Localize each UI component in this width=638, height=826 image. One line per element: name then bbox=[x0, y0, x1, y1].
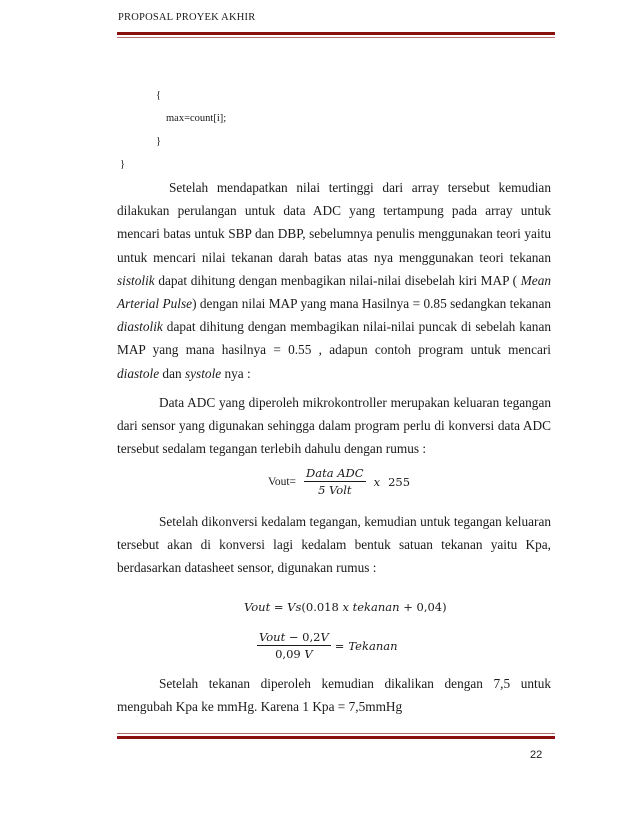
footer-rule-thin bbox=[117, 733, 555, 734]
header-rule bbox=[117, 32, 555, 35]
body-paragraph: Setelah mendapatkan nilai tertinggi dari array tersebut kemudian dilakukan perulangan untuk data ADC yang tertampung pada array untuk mencari batas untuk SBP dan DBP, sebelumnya penulis menggunakan teori yaitu untuk mencari nilai tekanan darah batas atas nya menggunakan teori tekanan sistolik dapat dihitung dengan menbagikan nilai-nilai disebelah kiri MAP ( Mean Arterial Pulse) dengan nilai MAP yang mana Hasilnya = 0.85 sedangkan tekanan diastolik dapat dihitung dengan membagikan nilai-nilai puncak di sebelah kanan MAP yang mana hasilnya = 0.55 , adapun contoh program untuk mencari diastole dan systole nya : bbox=[117, 180, 552, 381]
header-rule-thin bbox=[117, 37, 555, 38]
body-paragraph: Data ADC yang diperoleh mikrokontroller merupakan keluaran tegangan dari sensor yang digunakan sehingga dalam program perlu di konversi data ADC tersebut sedalam tegangan terlebih dahulu dengan rumus : bbox=[117, 395, 551, 457]
page-header: PROPOSAL PROYEK AKHIR bbox=[118, 12, 256, 23]
footer-rule bbox=[117, 736, 555, 739]
code-line: max=count[i]; bbox=[166, 113, 227, 124]
formula-fraction: $\frac{\text{Data ADC}}{\text{5 Volt}}$ bbox=[306, 466, 364, 497]
formula-lhs: Vout= bbox=[268, 475, 297, 488]
code-line: { bbox=[156, 90, 162, 101]
page-number: 22 bbox=[530, 749, 543, 761]
code-line: } bbox=[156, 136, 162, 147]
formula-vout-adc: Vout= $\frac{\text{Data ADC}}{\text{5 Volt}}$ x 255 bbox=[268, 466, 411, 497]
formula-fraction: $\frac{\text{Vout − 0,2V}}{0,09 V}$ bbox=[259, 630, 329, 661]
code-line: } bbox=[120, 159, 126, 170]
body-paragraph: Setelah tekanan diperoleh kemudian dikalikan dengan 7,5 untuk mengubah Kpa ke mmHg. Karena 1 Kpa = 7,5mmHg bbox=[117, 676, 551, 715]
formula-tekanan: $\frac{\text{Vout − 0,2V}}{0,09 V}$ = Tekanan bbox=[259, 630, 398, 661]
body-paragraph: Setelah dikonversi kedalam tegangan, kemudian untuk tegangan keluaran tersebut akan di konversi lagi kedalam bentuk satuan tekanan yaitu Kpa, berdasarkan datasheet sensor, digunakan rumus : bbox=[117, 514, 551, 576]
formula-vout-pressure: Vout = Vs(0.018 x tekanan + 0,04) bbox=[244, 600, 447, 614]
